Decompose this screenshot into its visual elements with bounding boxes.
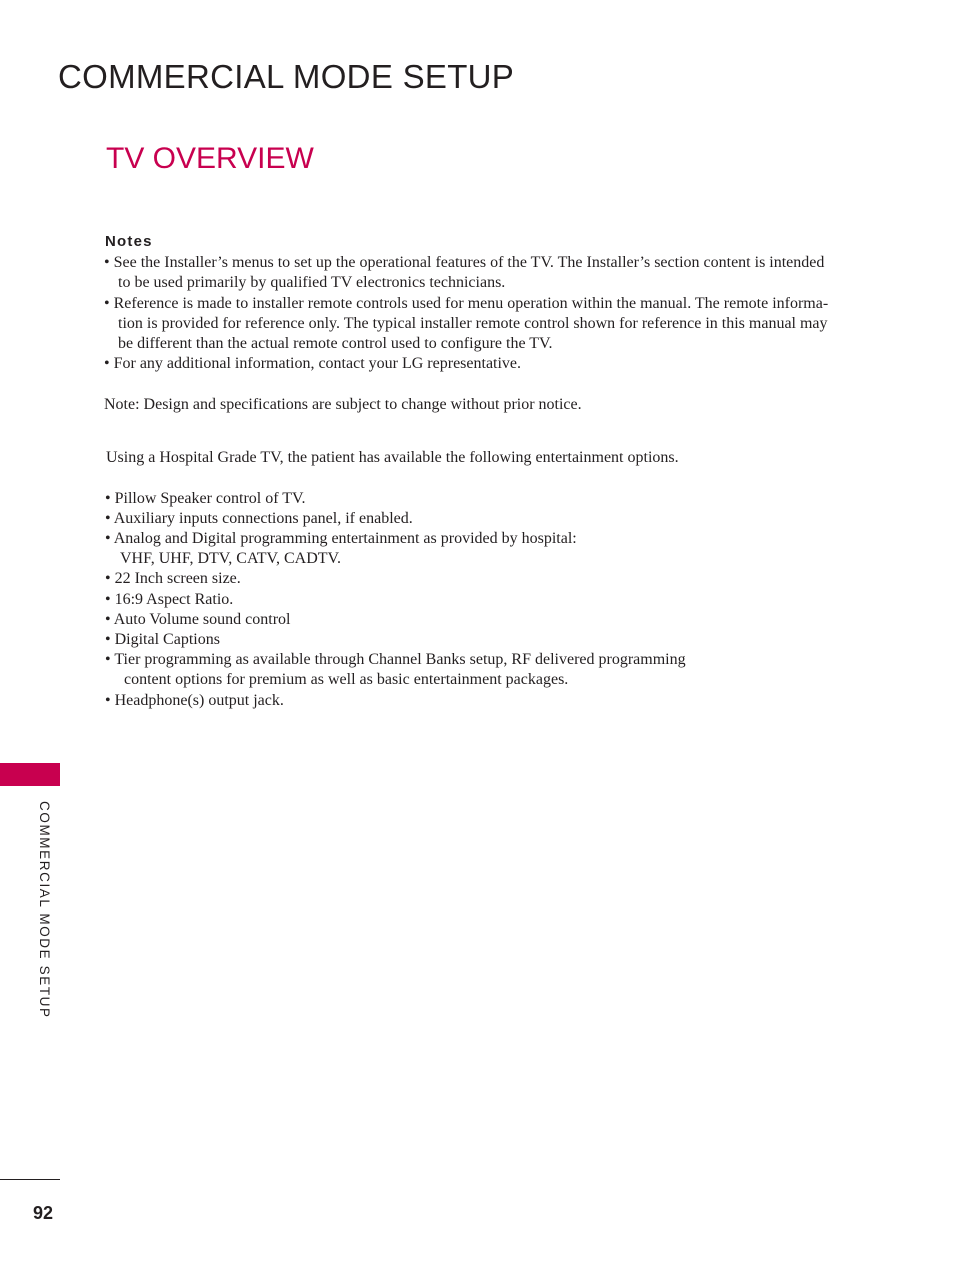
overview-item: • Headphone(s) output jack. — [105, 692, 284, 709]
notes-line: • Reference is made to installer remote controls used for menu operation within the manual. The remote informa- — [104, 295, 829, 312]
notes-line: • See the Installer’s menus to set up the operational features of the TV. The Installer’s section content is intended — [104, 254, 825, 271]
notes-line: • For any additional information, contact your LG representative. — [104, 355, 522, 372]
overview-item: VHF, UHF, DTV, CATV, CADTV. — [120, 550, 342, 567]
notes-line: to be used primarily by qualified TV electronics technicians. — [118, 274, 506, 291]
side-section-label: COMMERCIAL MODE SETUP — [37, 801, 52, 1019]
overview-item: • 16:9 Aspect Ratio. — [105, 591, 234, 608]
notes-line: tion is provided for reference only. The typical installer remote control shown for reference in this manual may — [118, 315, 828, 332]
overview-item: content options for premium as well as basic entertainment packages. — [124, 671, 569, 688]
overview-item: • Auto Volume sound control — [105, 611, 291, 628]
overview-item: • Pillow Speaker control of TV. — [105, 490, 306, 507]
overview-item: • Tier programming as available through Channel Banks setup, RF delivered programming — [105, 651, 686, 668]
section-title: TV OVERVIEW — [106, 142, 314, 175]
notes-heading: Notes — [105, 233, 153, 250]
page-title: COMMERCIAL MODE SETUP — [58, 58, 515, 95]
overview-item: • Analog and Digital programming entertainment as provided by hospital: — [105, 530, 577, 547]
footer-rule — [0, 1179, 60, 1180]
page-number: 92 — [33, 1203, 54, 1223]
side-tab-marker — [0, 763, 60, 786]
overview-item: • Auxiliary inputs connections panel, if enabled. — [105, 510, 413, 527]
overview-item: • 22 Inch screen size. — [105, 570, 241, 587]
overview-intro: Using a Hospital Grade TV, the patient has available the following entertainment options. — [106, 449, 679, 466]
overview-item: • Digital Captions — [105, 631, 220, 648]
design-note: Note: Design and specifications are subject to change without prior notice. — [104, 396, 582, 413]
notes-line: be different than the actual remote control used to configure the TV. — [118, 335, 553, 352]
